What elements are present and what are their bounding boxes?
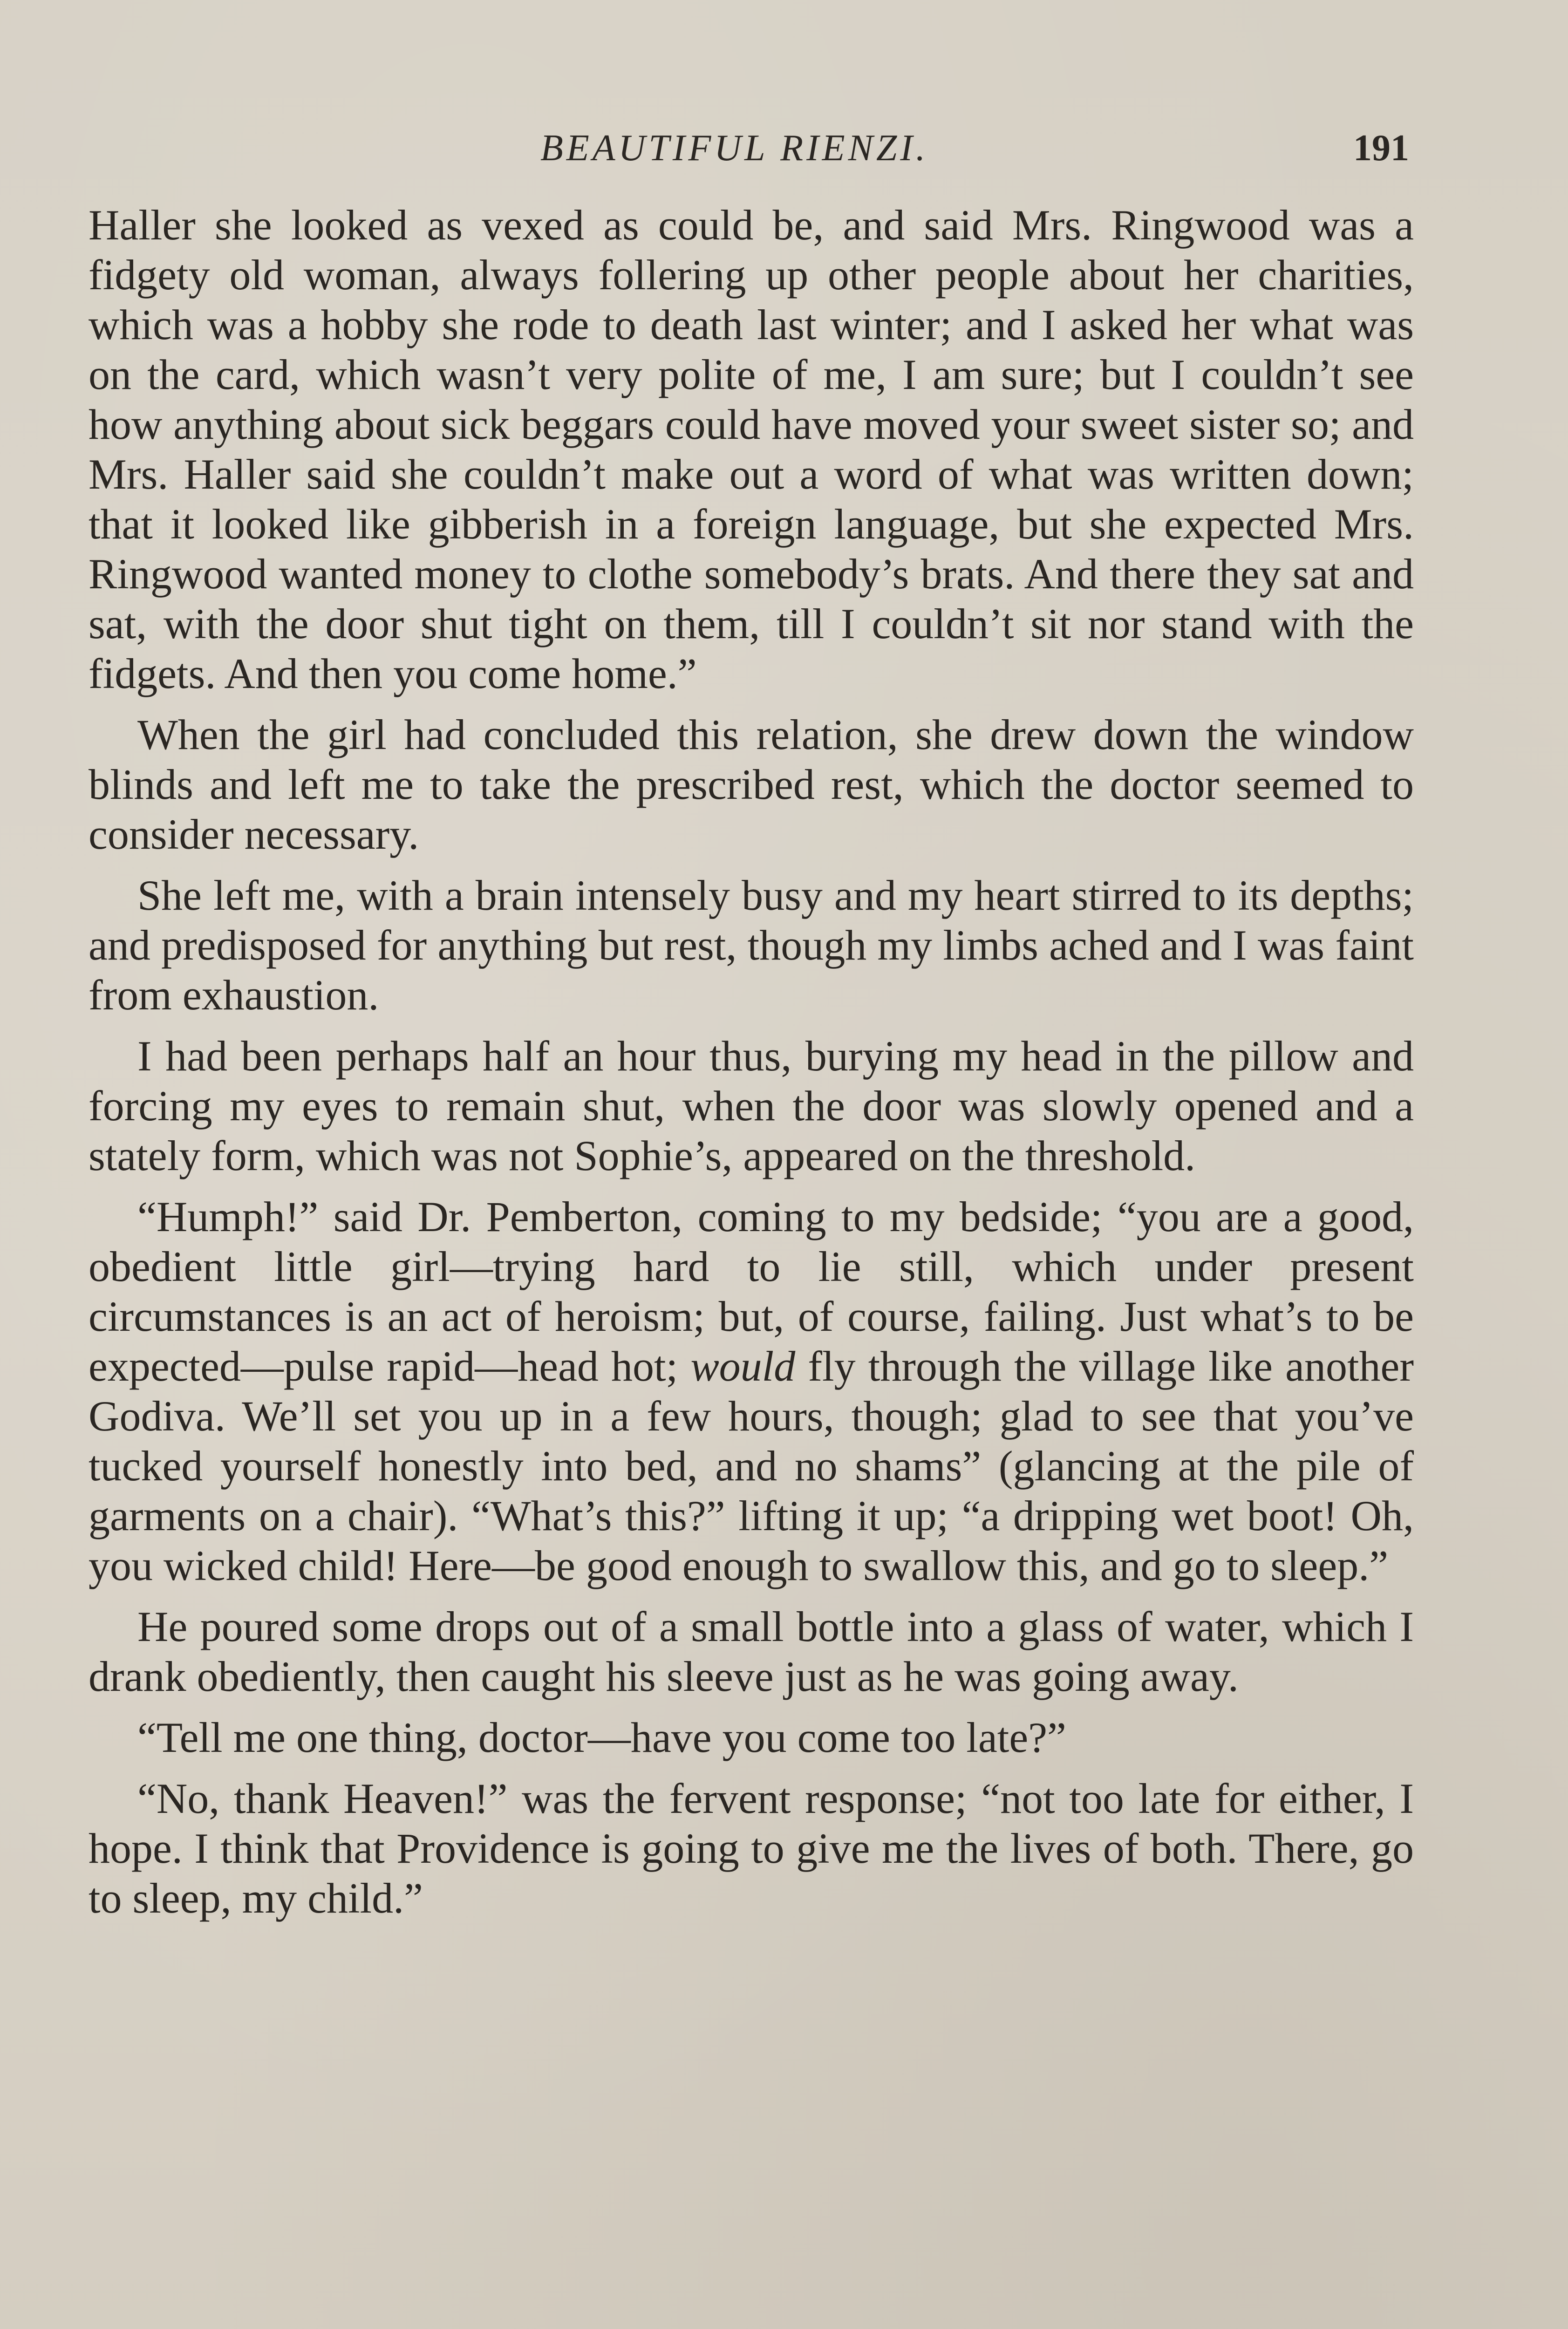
paragraph-1: Haller she looked as vexed as could be, and said Mrs. Ringwood was a fidgety old woman, always follering up other people about her charities, which was a hobby she rode to death last winter; and I asked her what was on the card, which wasn’t very polite of me, I am sure; but I couldn’t see how anything about sick beggars could have moved your sweet sister so; and Mrs. Haller said she couldn’t make out a word of what was written down; that it looked like gibberish in a foreign language, but she expected Mrs. Ringwood wanted money to clothe somebody’s brats. And there they sat and sat, with the door shut tight on them, till I couldn’t sit nor stand with the fidgets. And then you come home.” [89, 201, 1414, 697]
paragraph-3: She left me, with a brain intensely busy and my heart stirred to its depths; and predisposed for anything but rest, though my limbs ached and I was faint from exhaustion. [89, 872, 1414, 1019]
paragraph-6: He poured some drops out of a small bottle into a glass of water, which I drank obediently, then caught his sleeve just as he was going away. [89, 1603, 1414, 1700]
paragraph-5-part-2: fly through the village like another Godiva. We’ll set you up in a few hours, though; glad to see that you’ve tucked yourself honestly into bed, and no shams” (glancing at the pile of garments on a chair). “What’s this?” lifting it up; “a dripping wet boot! Oh, you wicked child! Here—be good enough to swallow this, and go to sleep.” [89, 1342, 1414, 1589]
body-text [89, 200, 1414, 1934]
running-head [0, 125, 1568, 181]
paragraph-4: I had been perhaps half an hour thus, burying my head in the pillow and forcing my eyes to remain shut, when the door was slowly opened and a stately form, which was not Sophie’s, appeared on the threshold. [89, 1032, 1414, 1179]
paragraph-5-emphasis: would [690, 1342, 796, 1390]
running-title: BEAUTIFUL RIENZI. [540, 128, 929, 169]
paragraph-8: “No, thank Heaven!” was the fervent response; “not too late for either, I hope. I think that Providence is going to give me the lives of both. There, go to sleep, my child.” [89, 1775, 1414, 1922]
paragraph-7: “Tell me one thing, doctor—have you come too late?” [137, 1714, 1066, 1761]
paragraph-5-part-1: “Humph!” said Dr. Pemberton, coming to my bedside; “you are a good, obedient little girl—trying hard to lie still, which under present circumstances is an act of heroism; but, of course, failing. Just what’s to be expected—pulse rapid—head hot; [89, 1193, 1414, 1390]
paragraph-2: When the girl had concluded this relation, she drew down the window blinds and left me to take the prescribed rest, which the doctor seemed to consider necessary. [89, 711, 1414, 858]
paragraph-5 [89, 1192, 1414, 1591]
page-number: 191 [1353, 128, 1409, 169]
